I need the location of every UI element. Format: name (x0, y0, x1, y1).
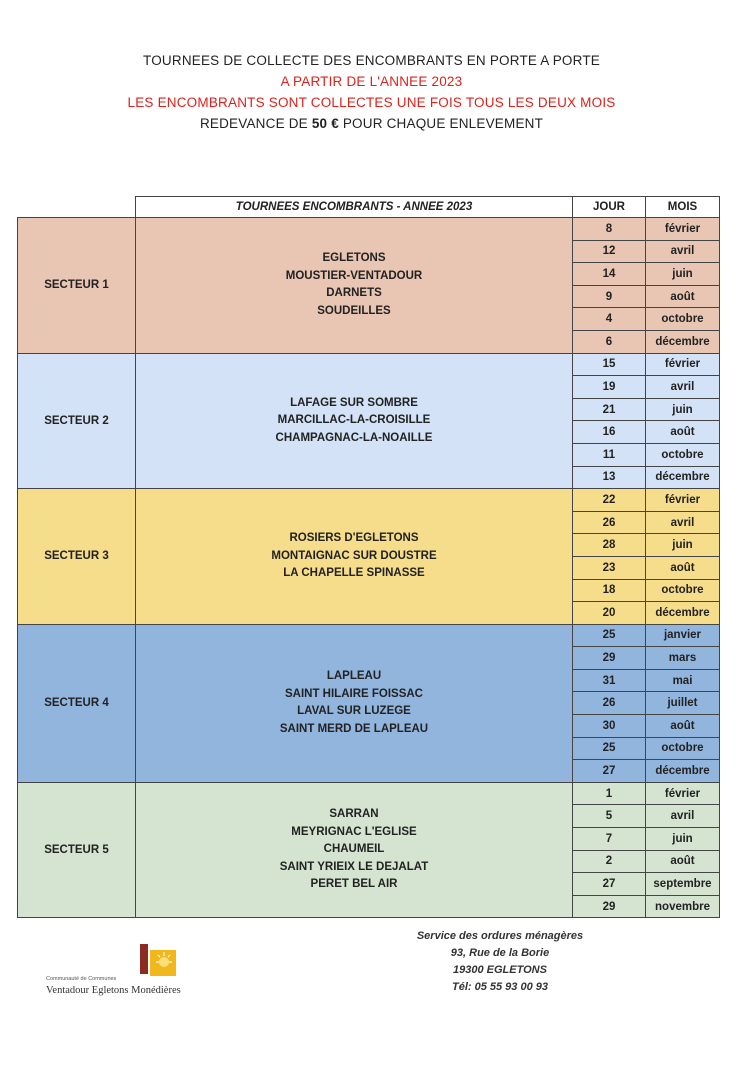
sector-communes (136, 489, 573, 625)
collection-month: octobre (646, 579, 720, 602)
collection-month: avril (646, 511, 720, 534)
commune-name: MEYRIGNAC L'EGLISE (291, 825, 417, 838)
collection-month: décembre (646, 330, 720, 353)
collection-month: avril (646, 240, 720, 263)
collection-month: octobre (646, 308, 720, 331)
collection-month: octobre (646, 737, 720, 760)
collection-month: février (646, 353, 720, 376)
commune-name: SAINT HILAIRE FOISSAC (284, 687, 423, 700)
collection-month: avril (646, 376, 720, 399)
column-header-month: MOIS (646, 197, 720, 218)
collection-month: juin (646, 534, 720, 557)
service-address: 93, Rue de la Borie (450, 947, 550, 959)
collection-month: mai (646, 669, 720, 692)
collection-month: décembre (646, 602, 720, 625)
logo-mark-icon (138, 942, 178, 978)
collection-month: avril (646, 805, 720, 828)
collection-day: 25 (573, 737, 646, 760)
collection-month: février (646, 489, 720, 512)
sector-communes (136, 218, 573, 354)
sector-communes (136, 624, 573, 782)
collection-day: 22 (573, 489, 646, 512)
collection-month: août (646, 715, 720, 738)
collection-month: septembre (646, 873, 720, 896)
collection-day: 16 (573, 421, 646, 444)
table-header-row (18, 197, 720, 218)
collection-month: décembre (646, 466, 720, 489)
commune-name: ROSIERS D'EGLETONS (289, 532, 419, 545)
commune-name: MOUSTIER-VENTADOUR (285, 269, 423, 282)
table-row (18, 624, 720, 647)
collection-day: 26 (573, 692, 646, 715)
fee-suffix: POUR CHAQUE ENLEVEMENT (338, 116, 544, 131)
collection-day: 2 (573, 850, 646, 873)
commune-name: CHAMPAGNAC-LA-NOAILLE (275, 431, 433, 444)
header-blank-cell (18, 197, 136, 218)
commune-name: LAPLEAU (326, 670, 382, 683)
sector-name: SECTEUR 2 (18, 353, 136, 489)
collection-day: 29 (573, 647, 646, 670)
contact-block (400, 928, 600, 996)
collection-day: 27 (573, 873, 646, 896)
fee-prefix: REDEVANCE DE (199, 116, 312, 131)
service-phone: Tél: 05 55 93 00 93 (451, 981, 548, 993)
sector-name: SECTEUR 3 (18, 489, 136, 625)
collection-day: 20 (573, 602, 646, 625)
collection-day: 8 (573, 218, 646, 241)
commune-name: LA CHAPELLE SPINASSE (283, 567, 425, 580)
commune-name: MARCILLAC-LA-CROISILLE (277, 414, 431, 427)
collection-month: janvier (646, 624, 720, 647)
collection-month: octobre (646, 443, 720, 466)
collection-day: 28 (573, 534, 646, 557)
commune-name: DARNETS (326, 287, 382, 300)
collection-day: 26 (573, 511, 646, 534)
table-row (18, 782, 720, 805)
header-title: TOURNEES DE COLLECTE DES ENCOMBRANTS EN PORTE A PORTE (143, 53, 600, 68)
collection-day: 27 (573, 760, 646, 783)
collection-day: 7 (573, 828, 646, 851)
header-year: A PARTIR DE L'ANNEE 2023 (280, 74, 463, 89)
collection-day: 18 (573, 579, 646, 602)
collection-day: 15 (573, 353, 646, 376)
collection-month: mars (646, 647, 720, 670)
commune-name: LAVAL SUR LUZEGE (297, 705, 411, 718)
collection-day: 5 (573, 805, 646, 828)
collection-month: décembre (646, 760, 720, 783)
service-city: 19300 EGLETONS (453, 964, 547, 976)
schedule-body (18, 218, 720, 918)
schedule-table (17, 196, 720, 918)
collection-day: 6 (573, 330, 646, 353)
commune-name: SAINT YRIEIX LE DEJALAT (279, 860, 429, 873)
commune-name: EGLETONS (322, 252, 386, 265)
collection-day: 13 (573, 466, 646, 489)
table-title: TOURNEES ENCOMBRANTS - ANNEE 2023 (136, 197, 573, 218)
collection-day: 12 (573, 240, 646, 263)
collection-day: 30 (573, 715, 646, 738)
collection-month: novembre (646, 895, 720, 918)
document-header (0, 50, 743, 134)
table-row (18, 353, 720, 376)
fee-amount: 50 € (311, 116, 339, 131)
collection-day: 25 (573, 624, 646, 647)
commune-name: CHAUMEIL (323, 843, 385, 856)
collection-day: 4 (573, 308, 646, 331)
collection-day: 19 (573, 376, 646, 399)
sector-name: SECTEUR 5 (18, 782, 136, 918)
collection-day: 21 (573, 398, 646, 421)
sector-communes (136, 353, 573, 489)
commune-name: LAFAGE SUR SOMBRE (290, 396, 418, 409)
commune-name: SAINT MERD DE LAPLEAU (279, 722, 429, 735)
collection-day: 1 (573, 782, 646, 805)
collection-month: août (646, 285, 720, 308)
service-name: Service des ordures ménagères (416, 930, 584, 942)
collection-month: juin (646, 263, 720, 286)
table-row (18, 489, 720, 512)
collection-day: 31 (573, 669, 646, 692)
sector-communes (136, 782, 573, 918)
collection-day: 9 (573, 285, 646, 308)
logo-small-text: Communauté de Communes (46, 976, 117, 982)
collection-month: août (646, 850, 720, 873)
collection-month: août (646, 556, 720, 579)
column-header-day: JOUR (573, 197, 646, 218)
commune-name: PERET BEL AIR (310, 878, 398, 891)
collection-month: février (646, 218, 720, 241)
commune-name: SARRAN (329, 808, 379, 821)
collection-month: février (646, 782, 720, 805)
collection-month: juin (646, 828, 720, 851)
collection-day: 29 (573, 895, 646, 918)
header-frequency: LES ENCOMBRANTS SONT COLLECTES UNE FOIS TOUS LES DEUX MOIS (127, 95, 616, 110)
collection-day: 11 (573, 443, 646, 466)
commune-name: MONTAIGNAC SUR DOUSTRE (271, 549, 437, 562)
collection-month: juin (646, 398, 720, 421)
community-logo (42, 940, 222, 1000)
commune-name: SOUDEILLES (317, 304, 391, 317)
sector-name: SECTEUR 1 (18, 218, 136, 354)
sector-name: SECTEUR 4 (18, 624, 136, 782)
collection-month: juillet (646, 692, 720, 715)
collection-month: août (646, 421, 720, 444)
collection-day: 23 (573, 556, 646, 579)
collection-day: 14 (573, 263, 646, 286)
header-fee (0, 113, 743, 134)
table-row (18, 218, 720, 241)
logo-name: Ventadour Egletons Monédières (46, 985, 181, 996)
